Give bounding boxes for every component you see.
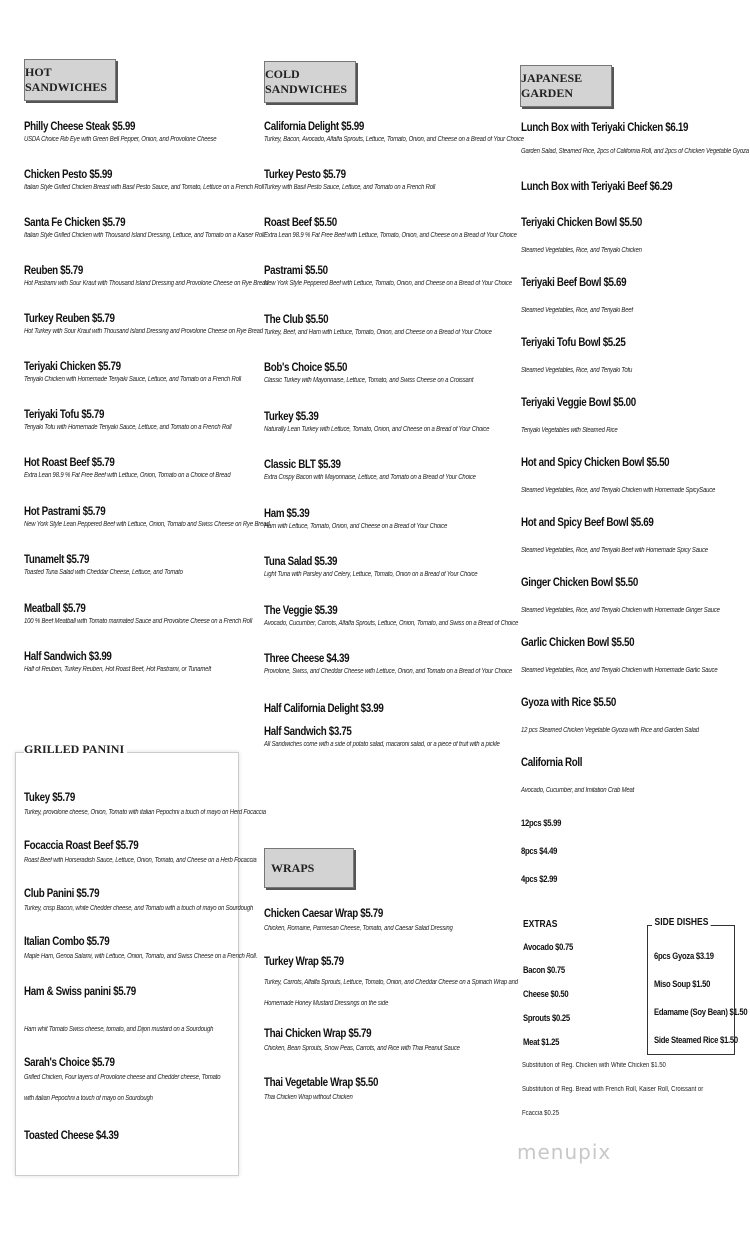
menu-item-name: Tunamelt $5.79 — [24, 554, 90, 566]
menu-item-name: Thai Vegetable Wrap $5.50 — [264, 1077, 379, 1089]
menu-item-name: Hot Pastrami $5.79 — [24, 506, 106, 518]
menu-item — [24, 1130, 135, 1142]
menu-item-description: Ham with Lettuce, Tomato, Onion, and Cheese on a Bread of Your Choice — [264, 523, 448, 530]
menu-item — [264, 169, 465, 191]
menu-item — [521, 457, 749, 494]
menu-item-name: Philly Cheese Steak $5.99 — [24, 121, 136, 133]
menu-item — [264, 217, 561, 239]
menu-item — [264, 653, 556, 675]
japanese-garden-header: JAPANESE GARDEN — [520, 65, 612, 107]
menu-item-description: Turkey, provolone cheese, Onion, Tomato with italian Pepochni a touch of mayo on Herd Focaccia — [24, 809, 266, 816]
menu-item-description: USDA Choice Rib Eye with Green Bell Pepper, Onion, and Provolone Cheese — [24, 136, 217, 143]
menu-item-name: Half California Delight $3.99 — [264, 703, 384, 715]
menu-item-name: Lunch Box with Teriyaki Chicken $6.19 — [521, 122, 689, 134]
menu-item-name: Bob's Choice $5.50 — [264, 362, 348, 374]
menu-item-description: Steamed Vegetables, Rice, and Teriyaki Beef with Homemade Spicy Sauce — [521, 547, 708, 554]
menu-item — [24, 792, 309, 816]
menu-item — [521, 217, 663, 254]
menu-item — [264, 508, 479, 530]
menu-item-description: Steamed Vegetables, Rice, and Teriyaki Beef — [521, 307, 633, 314]
menu-item-description: Chicken, Romaine, Parmesan Cheese, Tomato, and Caesar Salad Dressing — [264, 925, 453, 932]
menu-item-description: Steamed Vegetables, Rice, and Teriyaki Chicken with Homemade Garlic Sauce — [521, 667, 718, 674]
menu-item-description-continued: Homemade Honey Mustard Dressings on the side — [264, 1000, 389, 1007]
menu-item — [521, 517, 741, 554]
extra-item: Bacon $0.75 — [523, 965, 565, 975]
menu-item-description: Hot Turkey with Sour Kraut with Thousand Island Dressing and Provolone Cheese on Rye Bread — [24, 328, 263, 335]
menu-item-name: Reuben $5.79 — [24, 265, 83, 277]
menu-item-description: Avocado, Cucumber, and Imitation Crab Meat — [521, 787, 635, 794]
menu-item-name: The Veggie $5.39 — [264, 605, 338, 617]
menu-item-description: Extra Crispy Bacon with Mayonnaise, Lettuce, and Tomato on a Bread of Your Choice — [264, 474, 476, 481]
menu-item-description: Steamed Vegetables, Rice, and Teriyaki Chicken with Homemade Ginger Sauce — [521, 607, 720, 614]
wraps-header: WRAPS — [264, 848, 354, 888]
menu-item — [264, 459, 513, 481]
menu-item — [521, 637, 750, 674]
menu-item — [24, 409, 268, 431]
menu-item — [24, 936, 298, 960]
menu-item — [264, 956, 563, 1007]
menu-item-description: Avocado, Cucumber, Carrots, Alfalfa Sprouts, Lettuce, Onion, Tomato, and Swiss on a Bread of Choice — [264, 620, 519, 627]
side-dish-item: Side Steamed Rice $1.50 — [654, 1035, 738, 1045]
menu-item-name: Hot Roast Beef $5.79 — [24, 457, 115, 469]
menu-item-name: Half Sandwich $3.75 — [264, 726, 352, 738]
cold-sandwiches-header: COLD SANDWICHES — [264, 61, 356, 103]
menu-item-description: 100 % Beef Meatball with Tomato marinated Sauce and Provolone Cheese on a French Roll — [24, 618, 253, 625]
side-dish-item: 6pcs Gyoza $3.19 — [654, 951, 714, 961]
menu-item-name: Roast Beef $5.50 — [264, 217, 337, 229]
menu-item-description: Steamed Vegetables, Rice, and Teriyaki Chicken — [521, 247, 642, 254]
menu-item-name: Three Cheese $4.39 — [264, 653, 350, 665]
menu-item — [521, 577, 750, 614]
menu-item-name: Meatball $5.79 — [24, 603, 86, 615]
menu-item-description: Provolone, Swiss, and Cheddar Cheese with Lettuce, Onion, and Tomato on a Bread of Your Choice — [264, 668, 512, 675]
menu-item-description: Naturally Lean Turkey with Lettuce, Tomato, Onion, and Cheese on a Bread of Your Choice — [264, 426, 490, 433]
hot-sandwiches-header: HOT SANDWICHES — [24, 59, 116, 101]
menu-item-description: Extra Lean 98.9 % Fat Free Beef with Lettuce, Onion, Tomato on a Choice of Bread — [24, 472, 231, 479]
menu-item — [264, 605, 563, 627]
menu-item-description: Roast Beef with Horseradish Sauce, Lettuce, Onion, Tomato, and Cheese on a Herb Focaccia — [24, 857, 257, 864]
menu-item-name: Chicken Caesar Wrap $5.79 — [264, 908, 384, 920]
menu-item-name: Hot and Spicy Chicken Bowl $5.50 — [521, 457, 670, 469]
menu-item — [24, 457, 267, 479]
side-dish-item: Miso Soup $1.50 — [654, 979, 711, 989]
menu-item — [24, 603, 292, 625]
menupix-watermark: menupix — [517, 1140, 612, 1164]
menu-item — [264, 362, 510, 384]
menu-item-description: Steamed Vegetables, Rice, and Teriyaki Chicken with Homemade SpicySauce — [521, 487, 716, 494]
menu-item-description: Turkey, Bacon, Avocado, Alfalfa Sprouts, Lettuce, Tomato, Onion, and Cheese on a Bread of Your Choice — [264, 136, 524, 143]
menu-item-name: Italian Combo $5.79 — [24, 936, 110, 948]
menu-item — [521, 757, 654, 794]
menu-item-name: Chicken Pesto $5.99 — [24, 169, 113, 181]
menu-item-name: Gyoza with Rice $5.50 — [521, 697, 617, 709]
menu-item-name: California Delight $5.99 — [264, 121, 364, 133]
menu-item-description: All Sandwiches come with a side of potato salad, macaroni salad, or a piece of fruit with a pickle — [264, 741, 500, 748]
menu-item-name: Turkey Pesto $5.79 — [264, 169, 346, 181]
menu-item-name: Sarah's Choice $5.79 — [24, 1057, 115, 1069]
extra-item: Avocado $0.75 — [523, 942, 573, 952]
menu-item-name: Ginger Chicken Bowl $5.50 — [521, 577, 638, 589]
menu-item — [264, 265, 556, 287]
menu-item-description-continued: with italian Pepochni a touch of mayo on Sourdough — [24, 1095, 153, 1102]
menu-item-description: Steamed Vegetables, Rice, and Teriyaki Tofu — [521, 367, 633, 374]
roll-size-price: 4pcs $2.99 — [521, 874, 558, 884]
menu-item-name: Hot and Spicy Beef Bowl $5.69 — [521, 517, 654, 529]
menu-item-description: Classic Turkey with Mayonnaise, Lettuce, Tomato, and Swiss Cheese on a Croissant — [264, 377, 474, 384]
menu-item-description: Maple Ham, Genoa Salami, with Lettuce, Onion, Tomato, and Swiss Cheese on a French Roll. — [24, 953, 258, 960]
substitution-note: Substitution of Reg. Chicken with White Chicken $1.50 — [522, 1062, 666, 1069]
extra-item: Cheese $0.50 — [523, 989, 569, 999]
menu-item — [24, 888, 294, 912]
menu-item — [264, 726, 541, 748]
menu-item-name: Turkey Reuben $5.79 — [24, 313, 115, 325]
extras-header: EXTRAS — [523, 919, 558, 930]
menu-item-name: Santa Fe Chicken $5.79 — [24, 217, 126, 229]
menu-item-description: Toasted Tuna Salad with Cheddar Cheese, Lettuce, and Tomato — [24, 569, 183, 576]
menu-item-description: Thai Chicken Wrap without Chicken — [264, 1094, 353, 1101]
menu-item-description: Italian Style Grilled Chicken Breast with Basil Pesto Sauce, and Tomato, Lettuce on a French Roll — [24, 184, 264, 191]
menu-item-description: 12 pcs Steamed Chicken Vegetable Gyoza with Rice and Garden Salad — [521, 727, 699, 734]
menu-item-name: Classic BLT $5.39 — [264, 459, 341, 471]
menu-item-description: Teriyaki Vegetables with Steamed Rice — [521, 427, 618, 434]
menu-item — [24, 651, 244, 673]
menu-item-name: Tuna Salad $5.39 — [264, 556, 338, 568]
menu-item — [264, 314, 532, 336]
menu-item — [264, 411, 529, 433]
menu-item-description: Chicken, Bean Sprouts, Snow Peas, Carrots, and Rice with Thai Peanut Sauce — [264, 1045, 460, 1052]
menu-item-name: Teriyaki Chicken Bowl $5.50 — [521, 217, 643, 229]
roll-size-price: 12pcs $5.99 — [521, 818, 562, 828]
menu-item-name: Teriyaki Veggie Bowl $5.00 — [521, 397, 636, 409]
menu-item-name: Club Panini $5.79 — [24, 888, 100, 900]
menu-item — [521, 277, 653, 314]
menu-item-name: Teriyaki Tofu Bowl $5.25 — [521, 337, 626, 349]
menu-item — [264, 703, 405, 715]
menu-item-name: Half Sandwich $3.99 — [24, 651, 112, 663]
menu-item-description: Turkey, Carrots, Alfalfa Sprouts, Lettuce, Tomato, Onion, and Cheddar Cheese on a Spinach Wrap and — [264, 979, 518, 986]
side-dish-item: Edamame (Soy Bean) $1.50 — [654, 1007, 748, 1017]
menu-item-description: Hot Pastrami with Sour Kraut with Thousand Island Dressing and Provolone Cheese on Rye Bread — [24, 280, 269, 287]
extra-item: Meat $1.25 — [523, 1037, 560, 1047]
menu-item-description: Half of Reuben, Turkey Reuben, Hot Roast Beef, Hot Pastrami, or Tunamelt — [24, 666, 211, 673]
menu-item — [521, 697, 730, 734]
substitution-note: Substitution of Reg. Bread with French Roll, Kaiser Roll, Croissant or — [522, 1086, 704, 1093]
menu-item-name: Teriyaki Tofu $5.79 — [24, 409, 105, 421]
menu-item — [521, 397, 656, 434]
menu-item — [24, 1057, 255, 1102]
menu-item-name: California Roll — [521, 757, 583, 769]
menu-item — [24, 554, 211, 576]
menu-item — [24, 986, 247, 1033]
menu-item-name: Ham $5.39 — [264, 508, 310, 520]
menu-item — [264, 908, 486, 932]
menu-item-description: Teriyaki Chicken with Homemade Teriyaki Sauce, Lettuce, and Tomato on a French Roll — [24, 376, 242, 383]
roll-size-price: 8pcs $4.49 — [521, 846, 558, 856]
menu-item-name: Tukey $5.79 — [24, 792, 75, 804]
menu-item-name: Teriyaki Chicken $5.79 — [24, 361, 121, 373]
menu-item-description: Italian Style Grilled Chicken with Thousand Island Dressing, Lettuce, and Tomato on a Kaiser Roll — [24, 232, 265, 239]
menu-item-name: The Club $5.50 — [264, 314, 329, 326]
grilled-panini-header: GRILLED PANINI — [24, 742, 127, 757]
menu-item-name: Lunch Box with Teriyaki Beef $6.29 — [521, 181, 673, 193]
substitution-note: Fcaccia $0.25 — [522, 1110, 560, 1117]
menu-item-name: Turkey Wrap $5.79 — [264, 956, 344, 968]
menu-item — [264, 556, 515, 578]
menu-item-name: Thai Chicken Wrap $5.79 — [264, 1028, 372, 1040]
menu-item-name: Garlic Chicken Bowl $5.50 — [521, 637, 635, 649]
menu-item — [264, 1028, 494, 1052]
menu-item-description: Ham whit Tomato Swiss cheese, tomato, and Dijon mustard on a Sourdough — [24, 1026, 214, 1033]
menu-item-description: Turkey with Basil Pesto Sauce, Lettuce, and Tomato on a French Roll — [264, 184, 436, 191]
menu-item-description: New York Style Peppered Beef with Lettuce, Tomato, Onion, and Cheese on a Bread of Your Choice — [264, 280, 512, 287]
menu-item-description: Extra Lean 98.9 % Fat Free Beef with Lettuce, Tomato, Onion, and Cheese on a Bread of Your Choice — [264, 232, 517, 239]
menu-item — [521, 337, 652, 374]
menu-item — [24, 121, 250, 143]
menu-item — [521, 181, 699, 193]
menu-item — [264, 1077, 398, 1101]
menu-item-name: Toasted Cheese $4.39 — [24, 1130, 119, 1142]
menu-item-name: Pastrami $5.50 — [264, 265, 328, 277]
menu-item-description: Light Tuna with Parsley and Celery, Lettuce, Tomato, Onion on a Bread of Your Choice — [264, 571, 478, 578]
menu-item-name: Turkey $5.39 — [264, 411, 319, 423]
side-dishes-header: SIDE DISHES — [652, 917, 711, 928]
menu-item — [24, 361, 279, 383]
menu-item-description: Garden Salad, Steamed Rice, 2pcs of California Roll, and 2pcs of Chicken Vegetable Gyoza — [521, 148, 749, 155]
menu-item-description: Teriyaki Tofu with Homemade Teriyaki Sauce, Lettuce, and Tomato on a French Roll — [24, 424, 232, 431]
menu-item — [521, 122, 750, 155]
extra-item: Sprouts $0.25 — [523, 1013, 570, 1023]
menu-item-description: Turkey, crisp Bacon, white Chedder cheese, and Tomato with a touch of mayo on Sourdough — [24, 905, 254, 912]
menu-item-name: Focaccia Roast Beef $5.79 — [24, 840, 139, 852]
menu-item-name: Teriyaki Beef Bowl $5.69 — [521, 277, 627, 289]
menu-item-description: New York Style Lean Peppered Beef with Lettuce, Onion, Tomato and Swiss Cheese on Rye Bread — [24, 521, 270, 528]
menu-item-name: Ham & Swiss panini $5.79 — [24, 986, 136, 998]
menu-item — [24, 840, 298, 864]
menu-item-description: Grilled Chicken, Four layers of Provolone cheese and Chedder cheese, Tomato — [24, 1074, 221, 1081]
menu-item — [24, 313, 305, 335]
menu-item-description: Turkey, Beef, and Ham with Lettuce, Tomato, Onion, and Cheese on a Bread of Your Choice — [264, 329, 492, 336]
